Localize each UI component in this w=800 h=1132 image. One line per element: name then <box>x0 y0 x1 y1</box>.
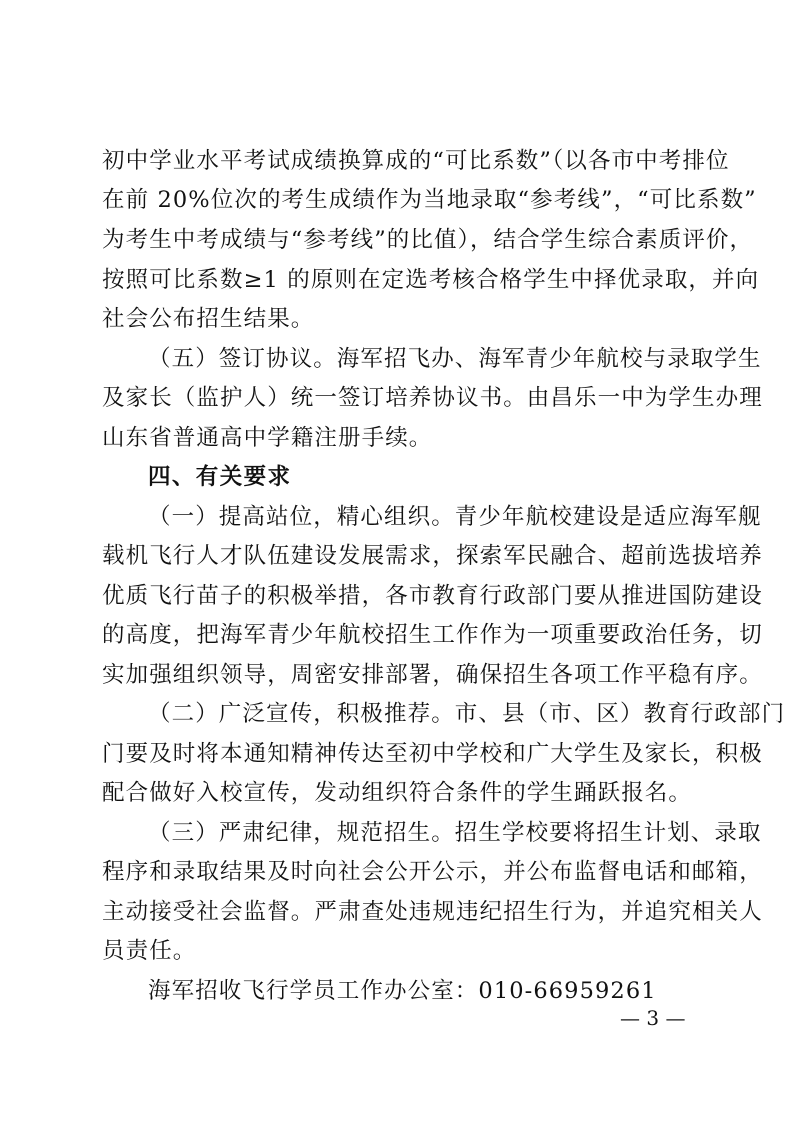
paragraph-line: 的高度，把海军青少年航校招生工作作为一项重要政治任务，切 <box>102 622 763 648</box>
paragraph-line: 及家长（监护人）统一签订培养协议书。由昌乐一中为学生办理 <box>102 385 763 411</box>
page-number: — 3 — <box>620 1006 686 1030</box>
paragraph-line: 初中学业水平考试成绩换算成的“可比系数”（以各市中考排位 <box>102 148 730 174</box>
paragraph-line: 主动接受社会监督。严肃查处违规违纪招生行为，并追究相关人 <box>102 899 763 925</box>
paragraph-line: （二）广泛宣传，积极推荐。市、县（市、区）教育行政部门 <box>148 701 786 727</box>
paragraph-line: 按照可比系数≥1 的原则在定选考核合格学生中择优录取，并向 <box>102 267 760 293</box>
paragraph-line: 优质飞行苗子的积极举措，各市教育行政部门要从推进国防建设 <box>102 583 763 609</box>
paragraph-line: 载机飞行人才队伍建设发展需求，探索军民融合、超前选拔培养 <box>102 543 763 569</box>
paragraph-line: （一）提高站位，精心组织。青少年航校建设是适应海军舰 <box>148 504 762 530</box>
paragraph-line: 员责任。 <box>102 938 197 964</box>
paragraph-line: 山东省普通高中学籍注册手续。 <box>102 425 433 451</box>
paragraph-line: （五）签订协议。海军招飞办、海军青少年航校与录取学生 <box>148 346 762 372</box>
paragraph-line: 在前 20%位次的考生成绩作为当地录取“参考线”，“可比系数” <box>102 187 757 213</box>
paragraph-line: 门要及时将本通知精神传达至初中学校和广大学生及家长，积极 <box>102 741 763 767</box>
paragraph-line: （三）严肃纪律，规范招生。招生学校要将招生计划、录取 <box>148 820 762 846</box>
paragraph-line: 实加强组织领导，周密安排部署，确保招生各项工作平稳有序。 <box>102 662 763 688</box>
paragraph-line: 配合做好入校宣传，发动组织符合条件的学生踊跃报名。 <box>102 780 693 806</box>
paragraph-line: 为考生中考成绩与“参考线”的比值），结合学生综合素质评价， <box>102 227 754 253</box>
paragraph-line: 程序和录取结果及时向社会公开公示，并公布监督电话和邮箱， <box>102 859 763 885</box>
contact-line: 海军招收飞行学员工作办公室：010-66959261 <box>148 978 657 1004</box>
paragraph-line: 社会公布招生结果。 <box>102 306 315 332</box>
section-heading: 四、有关要求 <box>148 464 292 490</box>
